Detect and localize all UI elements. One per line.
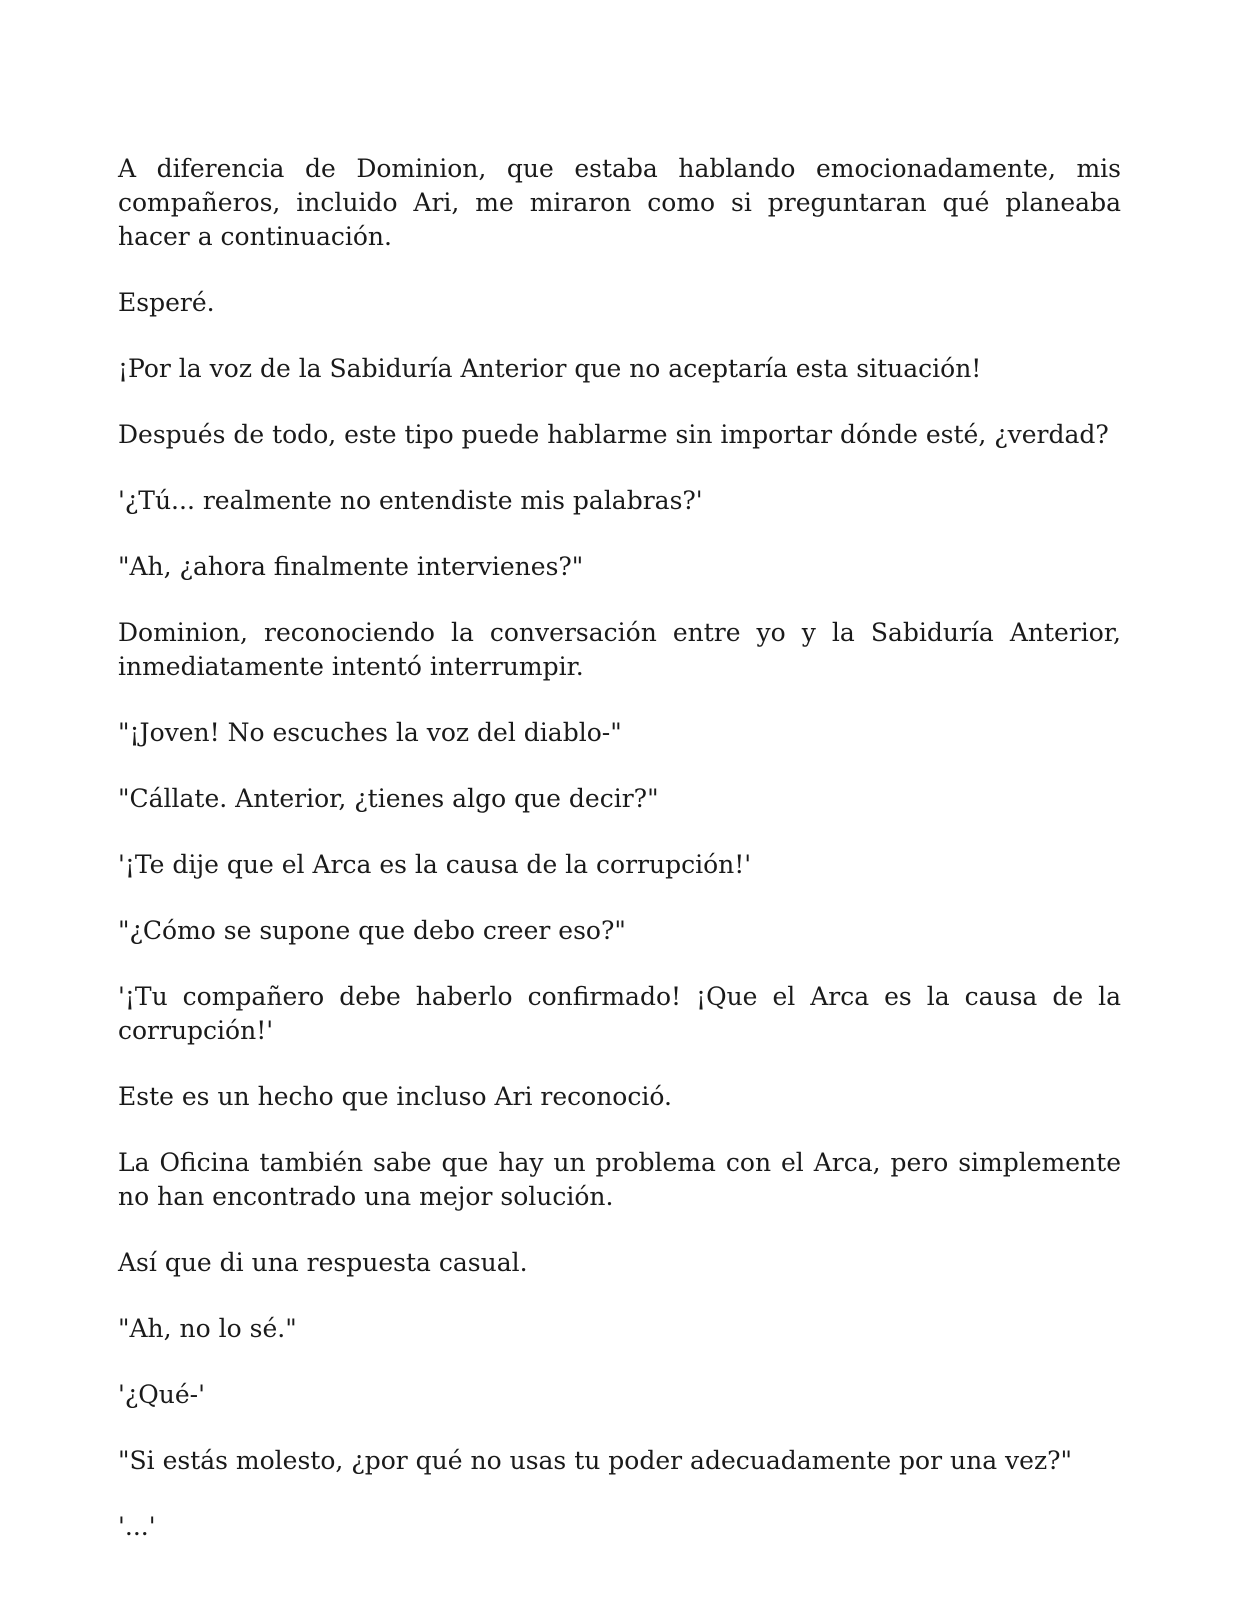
- paragraph: '¡Te dije que el Arca es la causa de la corrupción!': [118, 850, 752, 879]
- paragraph: Este es un hecho que incluso Ari reconoció.: [118, 1082, 672, 1111]
- paragraph: "Ah, no lo sé.": [118, 1314, 297, 1343]
- paragraph: '¡Tu compañero debe haberlo confirmado! ¡Que el Arca es la causa de la corrupción!': [118, 982, 1121, 1045]
- paragraph: Dominion, reconociendo la conversación entre yo y la Sabiduría Anterior, inmediatamente intentó interrumpir.: [118, 618, 1121, 681]
- paragraph: A diferencia de Dominion, que estaba hablando emocionadamente, mis compañeros, incluido Ari, me miraron como si preguntaran qué planeaba hacer a continuación.: [118, 154, 1121, 251]
- paragraph: "¡Joven! No escuches la voz del diablo-": [118, 718, 622, 747]
- paragraph: Así que di una respuesta casual.: [118, 1248, 528, 1277]
- paragraph: Esperé.: [118, 288, 215, 317]
- paragraph: "¿Cómo se supone que debo creer eso?": [118, 916, 626, 945]
- paragraph: "Cállate. Anterior, ¿tienes algo que decir?": [118, 784, 659, 813]
- paragraph: "Si estás molesto, ¿por qué no usas tu poder adecuadamente por una vez?": [118, 1446, 1073, 1475]
- paragraph: "Ah, ¿ahora finalmente intervienes?": [118, 552, 584, 581]
- paragraph: '¿Qué-': [118, 1380, 205, 1409]
- paragraph: '...': [118, 1512, 156, 1541]
- paragraph: '¿Tú... realmente no entendiste mis palabras?': [118, 486, 703, 515]
- paragraph: La Oficina también sabe que hay un problema con el Arca, pero simplemente no han encontrado una mejor solución.: [118, 1148, 1121, 1211]
- paragraph: ¡Por la voz de la Sabiduría Anterior que no aceptaría esta situación!: [118, 354, 982, 383]
- document-body: [118, 152, 1121, 1576]
- paragraph: Después de todo, este tipo puede hablarme sin importar dónde esté, ¿verdad?: [118, 420, 1109, 449]
